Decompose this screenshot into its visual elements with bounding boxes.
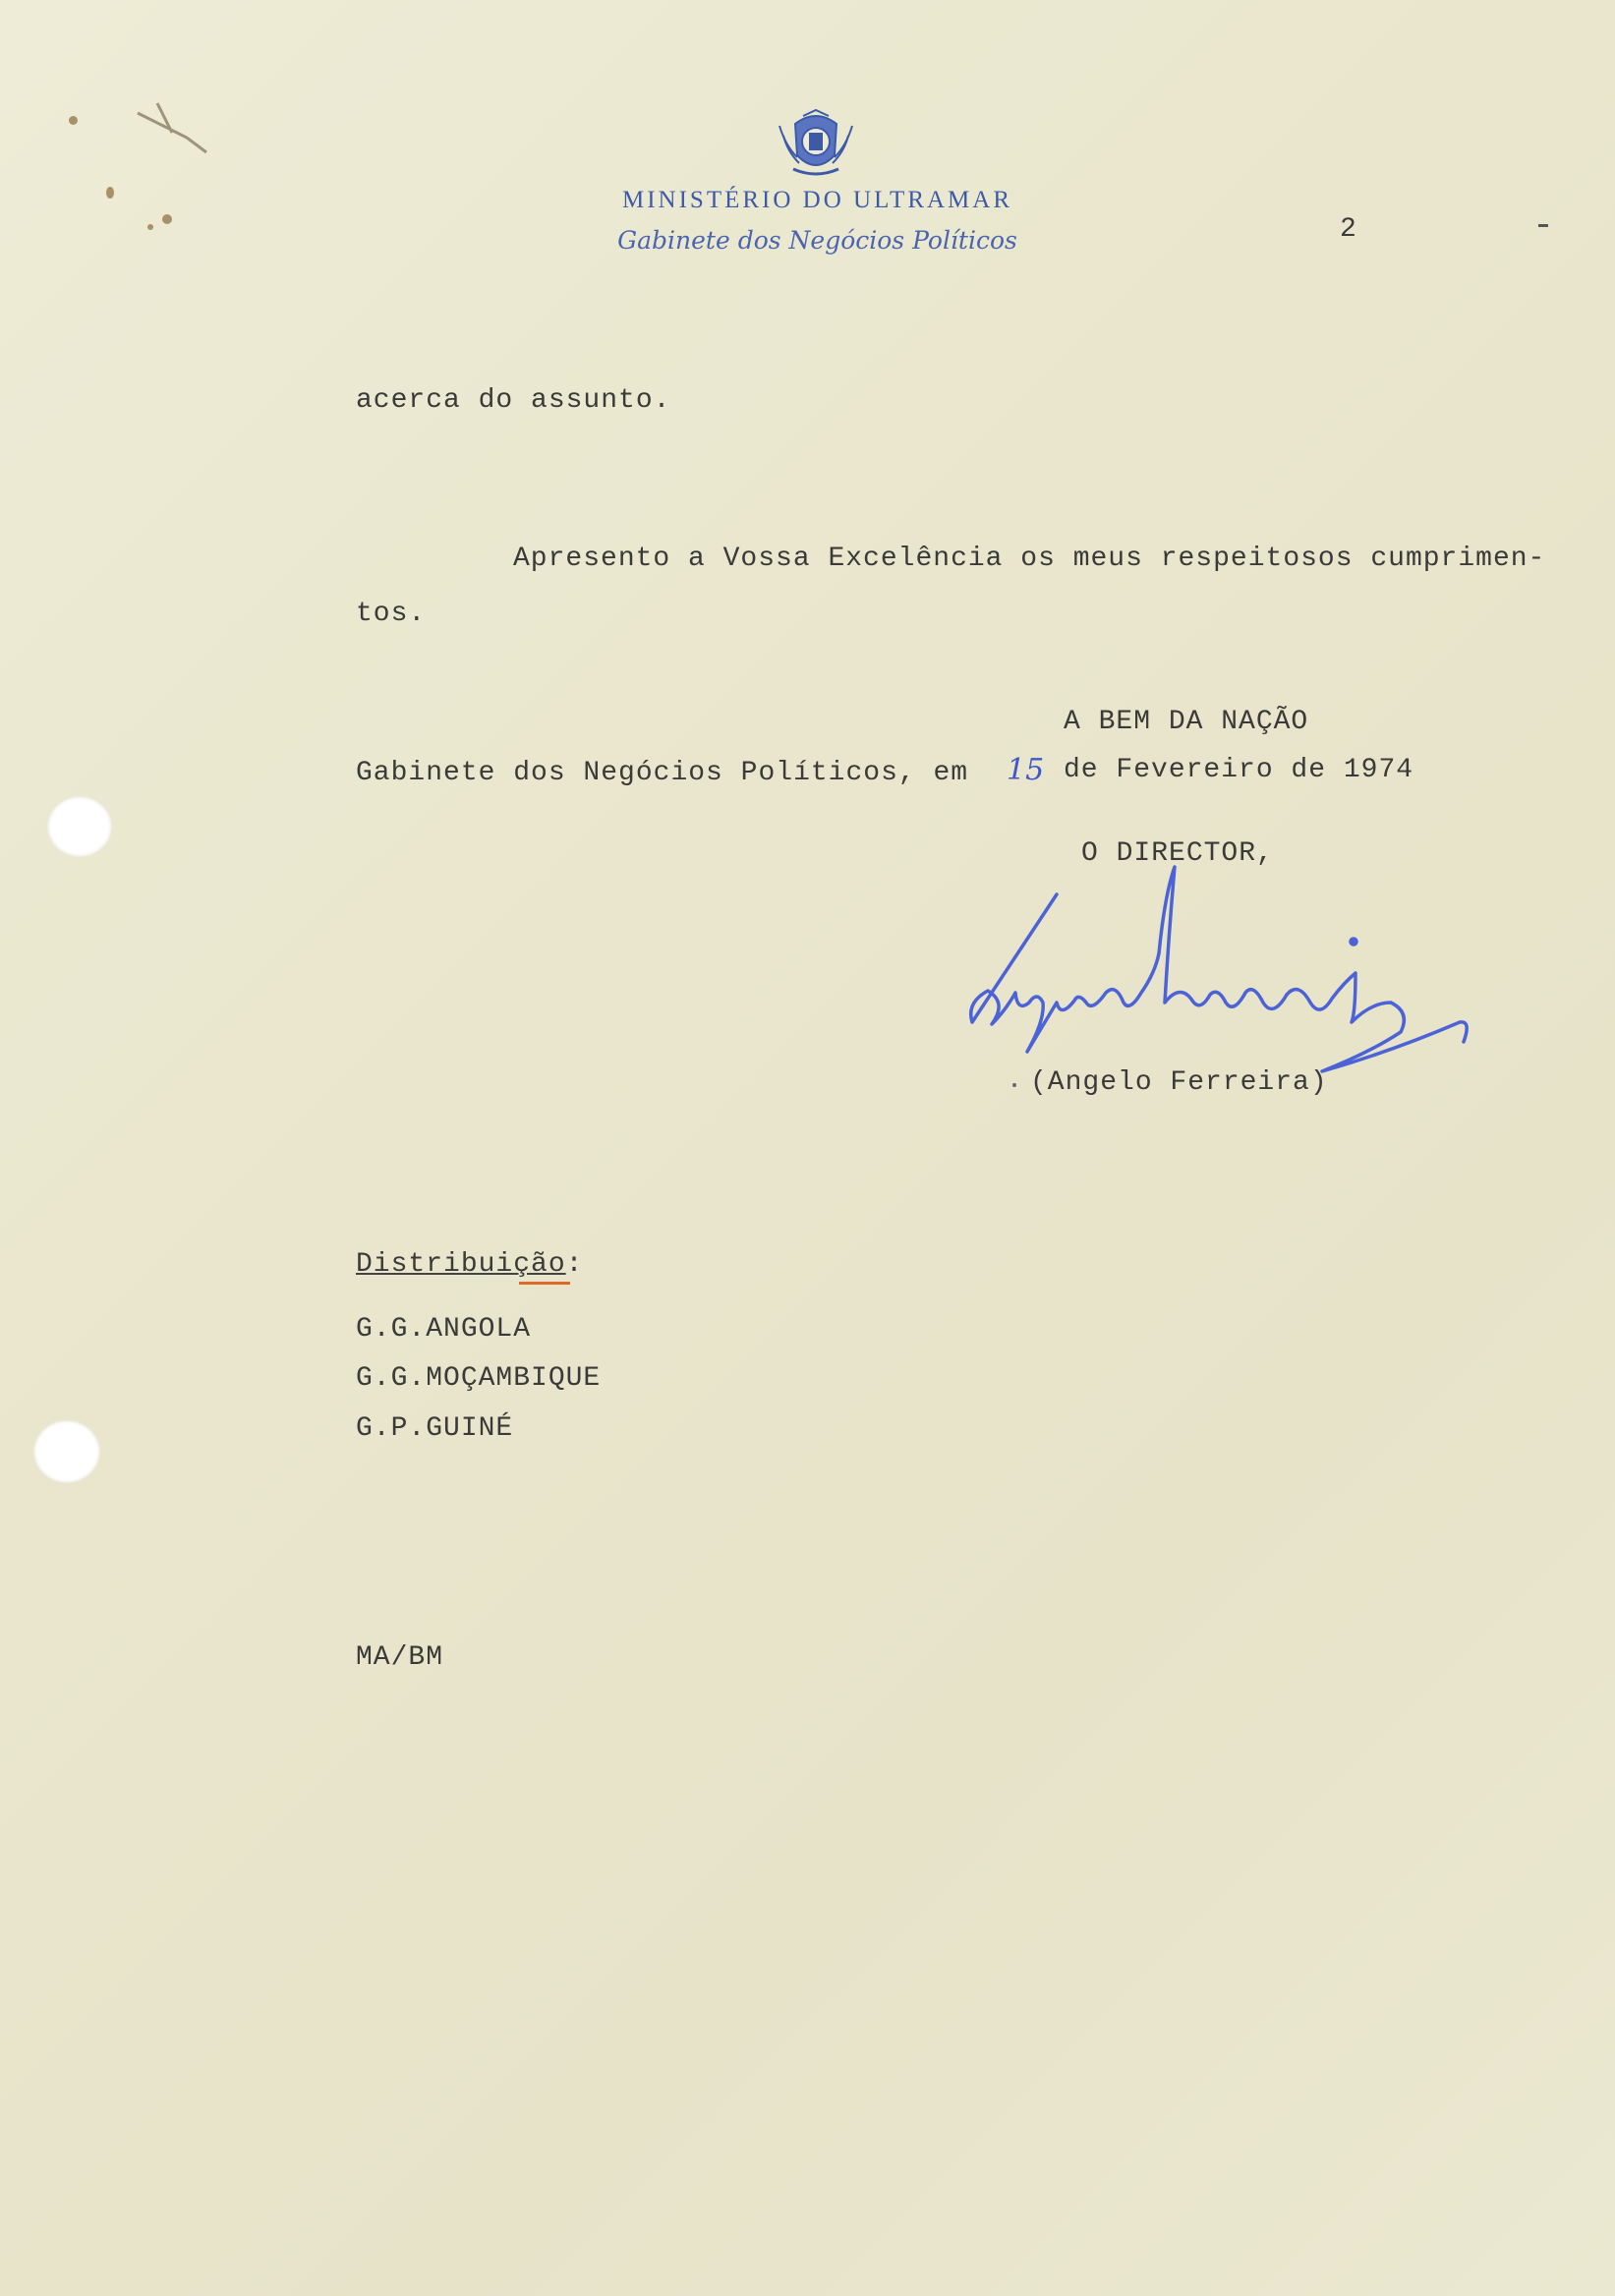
distribution-heading-row	[356, 1249, 583, 1280]
reference-initials: MA/BM	[356, 1642, 444, 1673]
signature	[958, 855, 1509, 1091]
coat-of-arms-icon	[774, 106, 858, 179]
handwritten-day: 15	[1007, 753, 1045, 787]
date-line: de Fevereiro de 1974	[1064, 755, 1414, 785]
scratch-mark	[118, 93, 216, 162]
stain-mark	[162, 214, 172, 224]
page-number: 2	[1340, 214, 1357, 245]
dash-mark	[1538, 224, 1548, 227]
department-subtitle: Gabinete dos Negócios Políticos	[617, 226, 1017, 255]
dot-mark	[1012, 1083, 1016, 1087]
signatory-name: (Angelo Ferreira)	[1030, 1067, 1328, 1098]
punch-hole	[33, 1420, 100, 1483]
orange-pencil-mark	[519, 1282, 570, 1285]
greeting-line: Apresento a Vossa Excelência os meus respeitosos cumprimen-	[513, 544, 1546, 574]
stain-mark	[69, 116, 78, 125]
distribution-item: G.G.ANGOLA	[356, 1314, 532, 1345]
distribution-item: G.P.GUINÉ	[356, 1413, 514, 1444]
distribution-colon: :	[565, 1249, 584, 1280]
punch-hole	[47, 796, 112, 857]
director-title: O DIRECTOR,	[1081, 838, 1274, 869]
ministry-title: MINISTÉRIO DO ULTRAMAR	[621, 187, 1013, 213]
place-line: Gabinete dos Negócios Políticos, em	[356, 758, 969, 788]
distribution-heading: Distribuição	[356, 1249, 566, 1280]
body-line: acerca do assunto.	[356, 385, 671, 416]
motto: A BEM DA NAÇÃO	[1064, 707, 1309, 737]
greeting-line-continuation: tos.	[356, 599, 427, 629]
distribution-item: G.G.MOÇAMBIQUE	[356, 1363, 602, 1394]
